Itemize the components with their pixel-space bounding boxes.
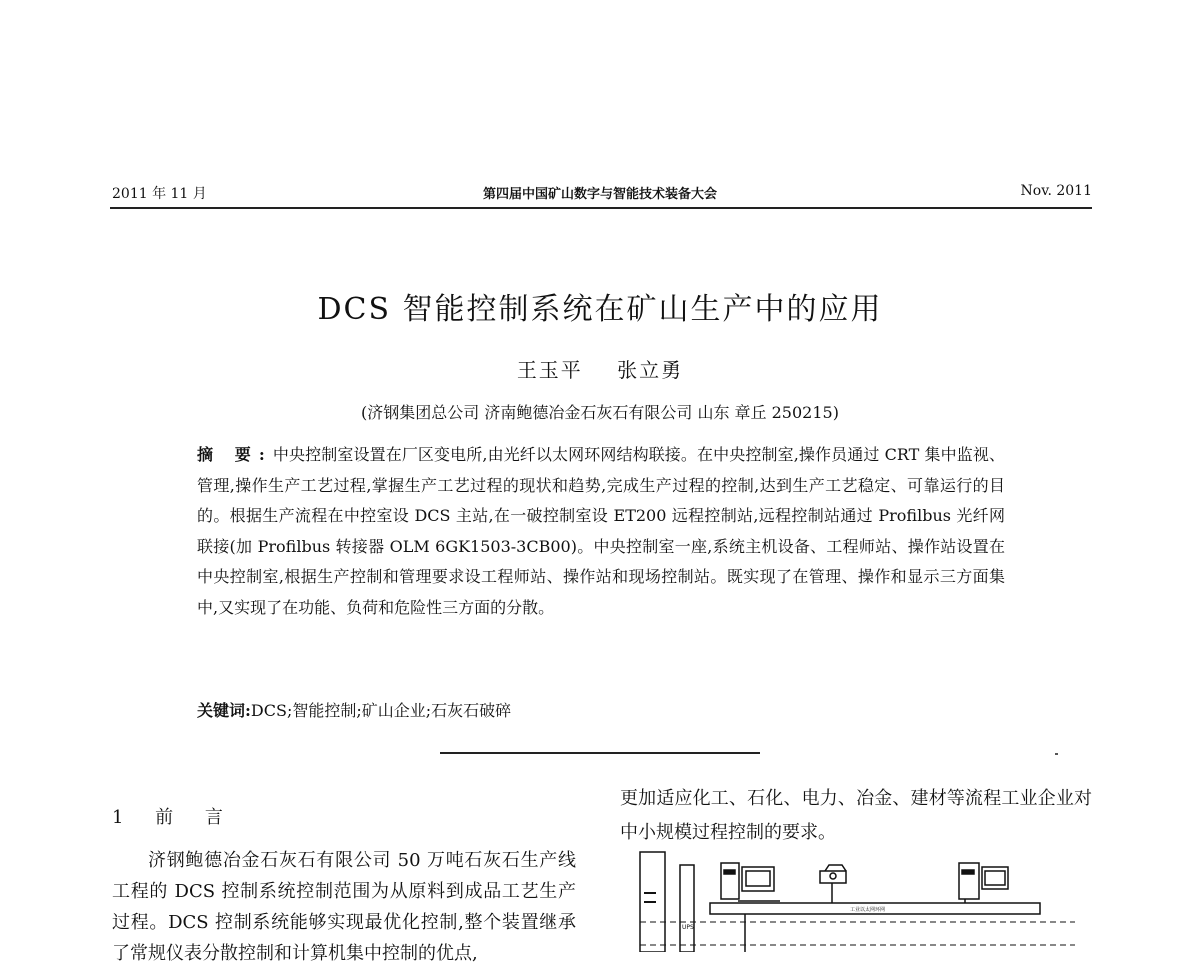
ups-label: UPS (682, 924, 694, 931)
section-heading: 1 前 言 (112, 807, 229, 828)
printer-icon (820, 865, 846, 903)
body-paragraph-left: 济钢鲍德冶金石灰石有限公司 50 万吨石灰石生产线工程的 DCS 控制系统控制范围为从原料到成品工艺生产过程。DCS 控制系统能够实现最优化控制,整个装置继承了常规仪表分散控制和计算机集中控制的优点, (112, 850, 576, 964)
paper-title: DCS 智能控制系统在矿山生产中的应用 (317, 292, 883, 327)
abstract-label: 摘 要: (197, 445, 273, 464)
keywords-text: DCS;智能控制;矿山企业;石灰石破碎 (250, 701, 512, 720)
header-rule (110, 207, 1092, 209)
system-diagram (620, 845, 1100, 952)
keywords-label: 关键词: (197, 701, 251, 720)
body-paragraph-right: 更加适应化工、石化、电力、冶金、建材等流程工业企业对中小规模过程控制的要求。 (620, 788, 1092, 843)
engineer-station-icon (959, 863, 1008, 903)
section-separator (440, 752, 760, 754)
scan-dot (1055, 753, 1058, 755)
operator-station-icon (721, 863, 780, 901)
header-conference: 第四届中国矿山数字与智能技术装备大会 (482, 187, 717, 202)
affiliation: (济钢集团总公司 济南鲍德冶金石灰石有限公司 山东 章丘 250215) (361, 403, 839, 422)
authors: 王玉平 张立勇 (516, 358, 684, 382)
abstract (197, 440, 1005, 623)
abstract-text: 中央控制室设置在厂区变电所,由光纤以太网环网结构联接。在中央控制室,操作员通过 CRT 集中监视、管理,操作生产工艺过程,掌握生产工艺过程的现状和趋势,完成生产过程的控制,达到生产工艺稳定、可靠运行的目的。根据生产流程在中控室设 DCS 主站,在一破控制室设 ET200 远程控制站,远程控制站通过 Profilbus 光纤网联接(加 Profilbus 转接器 OLM 6GK1503-3CB00)。中央控制室一座,系统主机设备、工程师站、操作站设置在中央控制室,根据生产控制和管理要求设工程师站、操作站和现场控制站。既实现了在管理、操作和显示三方面集中,又实现了在功能、负荷和危险性三方面的分散。 (197, 445, 1005, 617)
ups-cabinet (680, 865, 694, 952)
header-date-en: Nov. 2011 (1020, 183, 1092, 199)
network-label: 工业以太网环网 (850, 907, 886, 913)
keywords (197, 698, 511, 721)
header-date: 2011 年 11 月 (112, 186, 207, 202)
control-cabinet (640, 852, 665, 952)
